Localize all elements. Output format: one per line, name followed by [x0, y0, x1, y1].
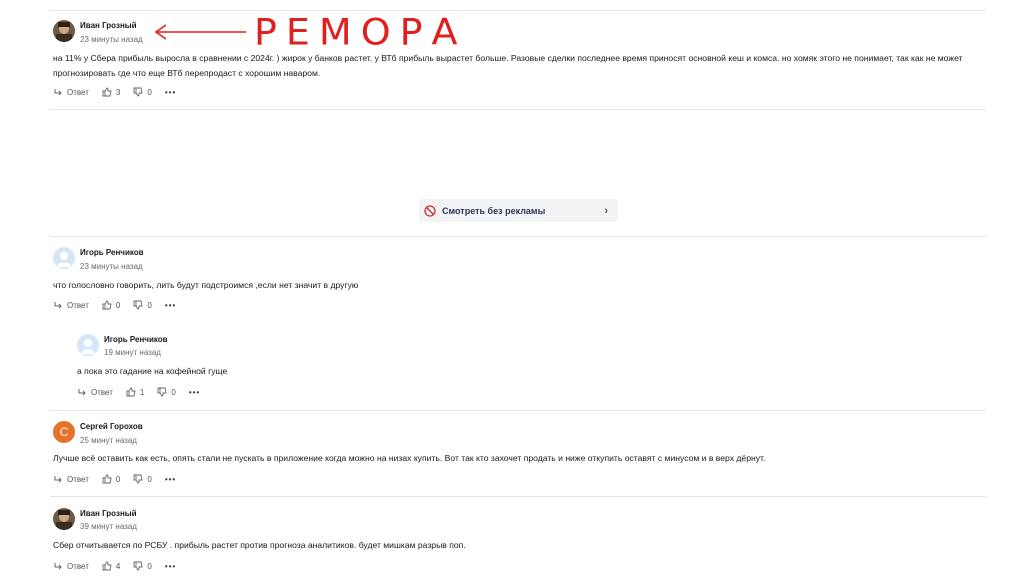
avatar[interactable] — [53, 508, 75, 530]
reply-button[interactable] — [53, 474, 89, 484]
comment-time[interactable]: 25 минут назад — [80, 436, 137, 445]
reply-icon — [53, 87, 63, 97]
more-options-icon[interactable]: ••• — [188, 387, 201, 397]
reply-button[interactable] — [77, 387, 113, 397]
reply-icon — [77, 387, 87, 397]
like-button[interactable] — [126, 387, 144, 397]
thumbs-down-icon — [133, 561, 143, 571]
comment-author[interactable]: Иван Грозный — [80, 509, 137, 518]
comment-actions — [53, 474, 176, 484]
dislike-button[interactable] — [157, 387, 175, 397]
reply-label: Ответ — [67, 561, 89, 571]
comment-author[interactable]: Игорь Ренчиков — [80, 248, 144, 257]
avatar[interactable] — [77, 334, 99, 356]
avatar[interactable]: С — [53, 421, 75, 443]
like-count: 4 — [115, 561, 121, 571]
avatar[interactable] — [53, 20, 75, 42]
like-count: 3 — [115, 87, 121, 97]
comment-actions — [53, 87, 176, 97]
no-ads-icon — [424, 205, 436, 217]
reply-button[interactable] — [53, 561, 89, 571]
more-options-icon[interactable]: ••• — [164, 561, 177, 571]
dislike-button[interactable] — [133, 561, 151, 571]
reply-button[interactable] — [53, 300, 89, 310]
reply-label: Ответ — [91, 387, 113, 397]
reply-label: Ответ — [67, 300, 89, 310]
dislike-count: 0 — [147, 87, 152, 97]
comment-actions — [77, 387, 200, 397]
comment-time[interactable]: 19 минут назад — [104, 348, 161, 357]
divider — [50, 10, 986, 11]
divider — [50, 410, 986, 411]
thumbs-down-icon — [157, 387, 167, 397]
thumbs-down-icon — [133, 474, 143, 484]
thumbs-down-icon — [133, 87, 143, 97]
comment-text: Сбер отчитывается по РСБУ . прибыль растет против прогноза аналитиков. будет мишкам разрыв поп. — [53, 540, 466, 550]
dislike-count: 0 — [147, 474, 152, 484]
more-options-icon[interactable]: ••• — [164, 87, 177, 97]
comment-text: Лучше всё оставить как есть, опять стали не пускать в приложение когда можно на низах купить. Вот так кто захочет продать и ниже откупить оставят с минусом и в верх дёрнут. — [53, 453, 766, 463]
comment-author[interactable]: Сергей Горохов — [80, 422, 143, 431]
dislike-count: 0 — [147, 561, 152, 571]
reply-label: Ответ — [67, 87, 89, 97]
dislike-count: 0 — [171, 387, 176, 397]
divider — [50, 496, 986, 497]
comment-author[interactable]: Игорь Ренчиков — [104, 335, 168, 344]
default-user-icon — [77, 334, 99, 356]
more-options-icon[interactable]: ••• — [164, 474, 177, 484]
watch-without-ads-button[interactable] — [419, 199, 618, 222]
like-button[interactable] — [102, 561, 120, 571]
like-button[interactable] — [102, 87, 120, 97]
chevron-right-icon: › — [604, 204, 608, 217]
watch-without-ads-label: Смотреть без рекламы — [442, 205, 546, 216]
comment-time[interactable]: 23 минуты назад — [80, 35, 143, 44]
comment-actions — [53, 561, 176, 571]
thumbs-down-icon — [133, 300, 143, 310]
avatar[interactable] — [53, 247, 75, 269]
reply-icon — [53, 300, 63, 310]
thumbs-up-icon — [102, 87, 112, 97]
thumbs-up-icon — [126, 387, 136, 397]
reply-label: Ответ — [67, 474, 89, 484]
user-photo-icon — [53, 20, 75, 42]
like-button[interactable] — [102, 300, 120, 310]
like-count: 1 — [139, 387, 145, 397]
reply-icon — [53, 474, 63, 484]
like-count: 0 — [115, 300, 121, 310]
dislike-button[interactable] — [133, 474, 151, 484]
reply-button[interactable] — [53, 87, 89, 97]
default-user-icon — [53, 247, 75, 269]
comment-text: что голословно говорить, лить будут подстроимся ,если нет значит в другую — [53, 280, 359, 290]
comment-actions — [53, 300, 176, 310]
divider — [50, 109, 986, 110]
reply-icon — [53, 561, 63, 571]
comment-text: на 11% у Сбера прибыль выросла в сравнении с 2024г. ) жирок у банков растет. у ВТб прибыль вырастет больше. Разовые сделки последнее время приносят основной кеш и комса. но хомяк этого не понимает, так как не может прогнозировать где что еще ВТб перепродаст с хорошим наваром. — [53, 53, 963, 78]
like-count: 0 — [115, 474, 121, 484]
like-button[interactable] — [102, 474, 120, 484]
thumbs-up-icon — [102, 300, 112, 310]
comment-text: а пока это гадание на кофейной гуще — [77, 366, 228, 376]
user-photo-icon — [53, 508, 75, 530]
comment-author[interactable]: Иван Грозный — [80, 21, 137, 30]
annotation-label: РЕМОРА — [254, 11, 467, 53]
annotation-arrow — [150, 22, 250, 42]
dislike-button[interactable] — [133, 87, 151, 97]
comment-time[interactable]: 23 минуты назад — [80, 262, 143, 271]
dislike-count: 0 — [147, 300, 152, 310]
more-options-icon[interactable]: ••• — [164, 300, 177, 310]
divider — [50, 236, 986, 237]
thumbs-up-icon — [102, 561, 112, 571]
thumbs-up-icon — [102, 474, 112, 484]
dislike-button[interactable] — [133, 300, 151, 310]
comment-time[interactable]: 39 минут назад — [80, 522, 137, 531]
